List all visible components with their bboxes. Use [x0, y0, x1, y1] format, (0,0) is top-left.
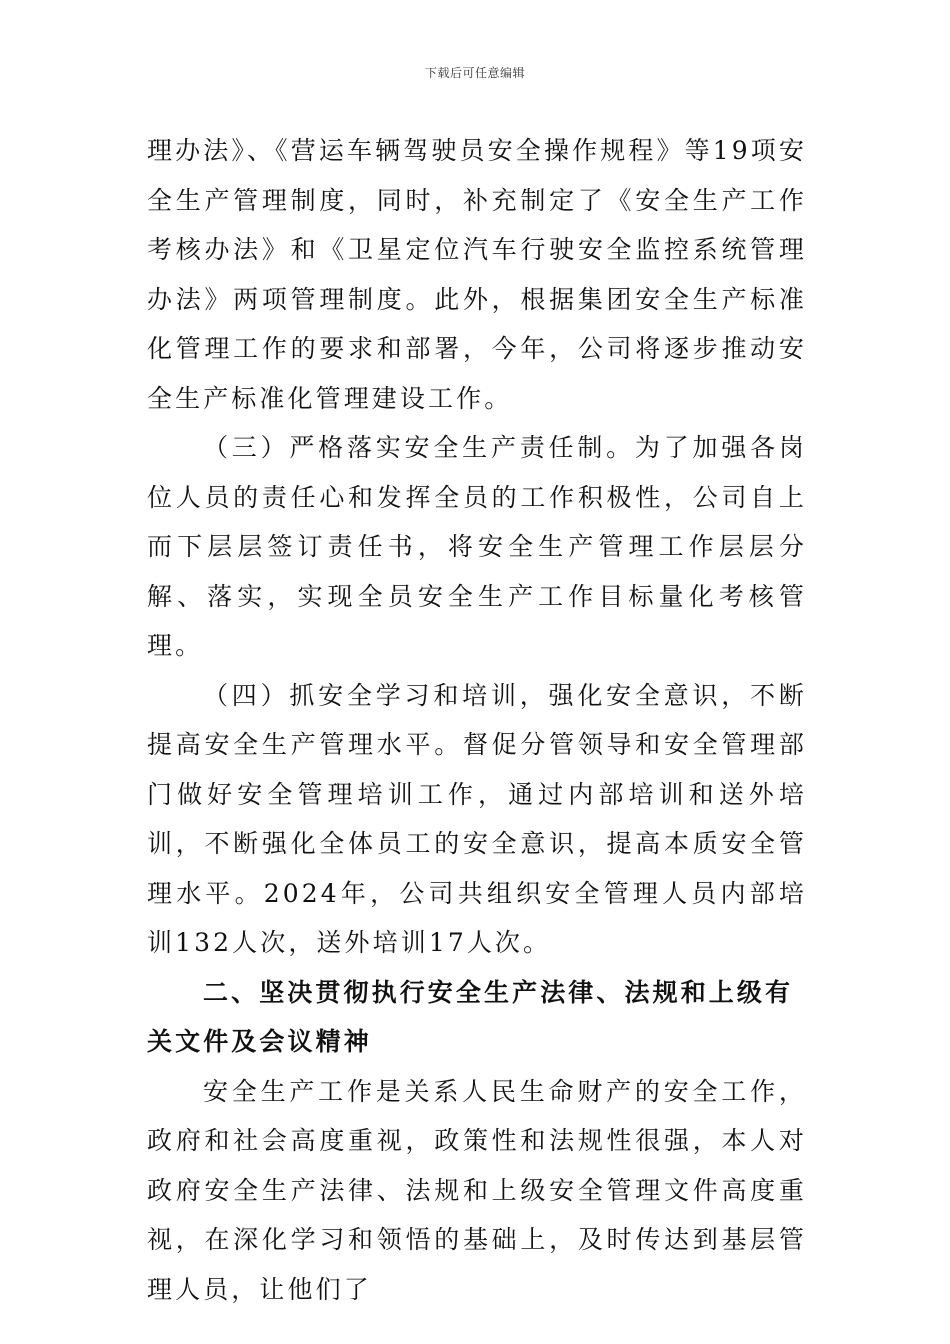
paragraph-continued: 理办法》、《营运车辆驾驶员安全操作规程》等19项安全生产管理制度，同时，补充制定了《安全生产工作考核办法》和《卫星定位汽车行驶安全监控系统管理办法》两项管理制度。此外，根据集团安全生产标准化管理工作的要求和部署，今年，公司将逐步推动安全生产标准化管理建设工作。: [147, 136, 807, 413]
document-body: [147, 126, 807, 1314]
paragraph-section-two: 安全生产工作是关系人民生命财产的安全工作，政府和社会高度重视，政策性和法规性很强，本人对政府安全生产法律、法规和上级安全管理文件高度重视，在深化学习和领悟的基础上，及时传达到基层管理人员，让他们了: [147, 1076, 807, 1304]
paragraph-section-four: （四）抓安全学习和培训，强化安全意识，不断提高安全生产管理水平。督促分管领导和安全管理部门做好安全管理培训工作，通过内部培训和送外培训，不断强化全体员工的安全意识，提高本质安全管理水平。2024年，公司共组织安全管理人员内部培训132人次，送外培训17人次。: [147, 680, 807, 957]
paragraph-section-three: （三）严格落实安全生产责任制。为了加强各岗位人员的责任心和发挥全员的工作积极性，公司自上而下层层签订责任书，将安全生产管理工作层层分解、落实，实现全员安全生产工作目标量化考核管理。: [147, 433, 807, 660]
page-header-watermark: 下载后可任意编辑: [424, 66, 525, 80]
section-two-heading: 二、坚决贯彻执行安全生产法律、法规和上级有关文件及会议精神: [147, 977, 794, 1056]
